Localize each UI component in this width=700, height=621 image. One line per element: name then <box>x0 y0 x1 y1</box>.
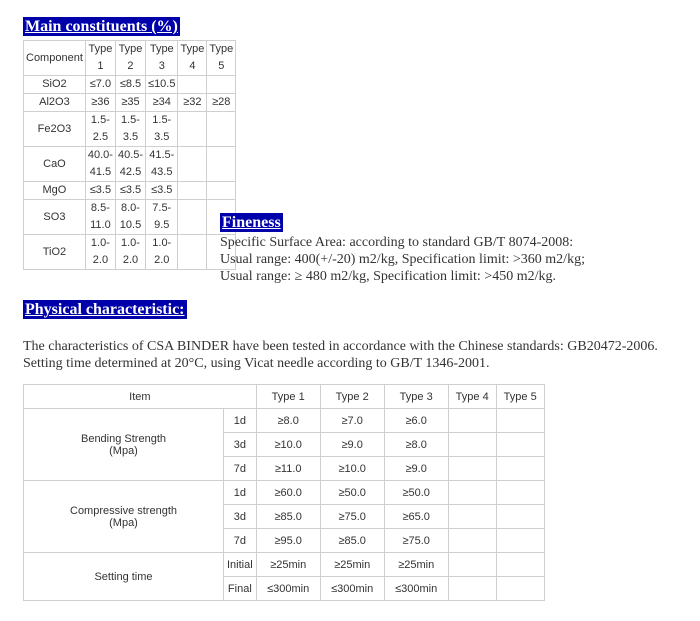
value-cell: ≥10.0 <box>256 433 320 457</box>
value-cell <box>85 94 115 112</box>
value-cell-text: 42.5 <box>119 166 142 178</box>
value-cell <box>85 182 115 200</box>
value-cell: ≥8.0 <box>256 409 320 433</box>
value-cell-text: ≥35 <box>121 96 140 108</box>
value-cell-text: 1.5- <box>152 114 172 126</box>
value-cell <box>115 182 145 200</box>
type-header <box>85 41 115 76</box>
item-label <box>24 553 224 601</box>
description-line: Setting time determined at 20°C, using Vicat needle according to GB/T 1346-2001. <box>23 356 490 371</box>
value-cell <box>207 182 236 200</box>
value-cell <box>448 457 496 481</box>
value-cell <box>496 505 544 529</box>
type-header: Type 5 <box>496 385 544 409</box>
type-header-text: 5 <box>218 60 225 72</box>
value-cell <box>448 481 496 505</box>
value-cell <box>178 147 207 182</box>
age-cell: 7d <box>224 457 257 481</box>
value-cell-text: 1.0- <box>152 237 172 249</box>
value-cell <box>496 409 544 433</box>
value-cell <box>85 112 115 147</box>
value-cell <box>115 147 145 182</box>
value-cell-text: 41.5- <box>149 149 175 161</box>
table-row <box>24 235 236 270</box>
fineness-heading: Fineness <box>222 214 281 231</box>
value-cell <box>207 112 236 147</box>
age-cell: 1d <box>224 409 257 433</box>
value-cell <box>496 529 544 553</box>
value-cell <box>448 433 496 457</box>
type-header-text: Type <box>149 43 174 55</box>
value-cell <box>448 409 496 433</box>
item-header: Item <box>24 385 257 409</box>
value-cell-text: 1.0- <box>121 237 140 249</box>
value-cell <box>146 200 178 235</box>
value-cell-text: 2.0 <box>92 254 109 266</box>
value-cell <box>496 553 544 577</box>
fineness-line: Specific Surface Area: according to standard GB/T 8074-2008: <box>220 235 574 250</box>
item-label-text: Setting time <box>94 570 153 583</box>
value-cell-text: ≤10.5 <box>148 78 176 90</box>
component-name: Fe2O3 <box>24 112 86 147</box>
type-header <box>115 41 145 76</box>
value-cell <box>146 112 178 147</box>
fineness-line: Usual range: 400(+/-20) m2/kg, Specification limit: >360 m2/kg; <box>220 252 585 267</box>
type-header <box>146 41 178 76</box>
value-cell: ≤300min <box>384 577 448 601</box>
value-cell-text: ≥28 <box>212 96 231 108</box>
type-header: Type 4 <box>448 385 496 409</box>
value-cell-text: 9.5 <box>154 219 170 231</box>
item-label-text: (Mpa) <box>109 516 138 529</box>
type-header-text: Type <box>88 43 113 55</box>
value-cell: ≥60.0 <box>256 481 320 505</box>
age-cell: 3d <box>224 433 257 457</box>
value-cell-text: 8.0- <box>121 202 140 214</box>
type-header-text: 2 <box>127 60 134 72</box>
header-row <box>24 41 236 76</box>
value-cell <box>115 76 145 94</box>
value-cell <box>85 147 115 182</box>
component-name: SO3 <box>24 200 86 235</box>
item-label <box>24 481 224 553</box>
table-row <box>24 481 545 505</box>
main-constituents-table <box>23 40 236 270</box>
value-cell: ≥8.0 <box>384 433 448 457</box>
item-label-text: (Mpa) <box>109 444 138 457</box>
value-cell <box>178 76 207 94</box>
table-row <box>24 76 236 94</box>
value-cell <box>115 235 145 270</box>
value-cell <box>496 577 544 601</box>
value-cell-text: 10.5 <box>119 219 142 231</box>
value-cell <box>496 481 544 505</box>
table-row <box>24 553 545 577</box>
value-cell-text: 3.5 <box>154 131 170 143</box>
value-cell: ≥10.0 <box>320 457 384 481</box>
value-cell <box>178 235 207 270</box>
value-cell-text: 1.5- <box>90 114 110 126</box>
value-cell <box>115 200 145 235</box>
value-cell-text: 2.0 <box>154 254 170 266</box>
value-cell-text: 1.0- <box>90 237 110 249</box>
value-cell-text: ≤3.5 <box>119 184 142 196</box>
value-cell <box>178 112 207 147</box>
value-cell-text: 40.0- <box>87 149 113 161</box>
type-header-text: 4 <box>189 60 196 72</box>
value-cell: ≥9.0 <box>320 433 384 457</box>
age-cell: Initial <box>224 553 257 577</box>
type-header <box>207 41 236 76</box>
value-cell: ≥75.0 <box>384 529 448 553</box>
age-cell: Final <box>224 577 257 601</box>
value-cell: ≥9.0 <box>384 457 448 481</box>
value-cell-text: ≤3.5 <box>89 184 112 196</box>
value-cell-text: 3.5 <box>122 131 139 143</box>
value-cell <box>146 182 178 200</box>
value-cell-text: 40.5- <box>117 149 144 161</box>
value-cell: ≥6.0 <box>384 409 448 433</box>
value-cell: ≤300min <box>256 577 320 601</box>
value-cell: ≥85.0 <box>256 505 320 529</box>
value-cell-text: ≤8.5 <box>119 78 142 90</box>
type-header-text: Type <box>118 43 143 55</box>
value-cell <box>146 235 178 270</box>
table-row <box>24 94 236 112</box>
value-cell: ≥85.0 <box>320 529 384 553</box>
value-cell-text: 8.5- <box>90 202 110 214</box>
item-label-text: Compressive strength <box>70 504 177 517</box>
value-cell-text: ≤7.0 <box>89 78 112 90</box>
component-name: Al2O3 <box>24 94 86 112</box>
value-cell: ≥25min <box>256 553 320 577</box>
component-name: CaO <box>24 147 86 182</box>
value-cell-text: 1.5- <box>121 114 140 126</box>
value-cell-text: ≤3.5 <box>151 184 173 196</box>
value-cell-text: 2.0 <box>122 254 139 266</box>
item-label <box>24 409 224 481</box>
age-cell: 1d <box>224 481 257 505</box>
value-cell <box>496 433 544 457</box>
value-cell-text: 7.5- <box>152 202 172 214</box>
value-cell <box>207 76 236 94</box>
value-cell: ≥75.0 <box>320 505 384 529</box>
item-label-text: Bending Strength <box>80 432 166 445</box>
age-cell: 7d <box>224 529 257 553</box>
type-header: Type 2 <box>320 385 384 409</box>
value-cell: ≥50.0 <box>320 481 384 505</box>
component-header: Component <box>24 41 86 76</box>
table-row <box>24 147 236 182</box>
type-header-text: 3 <box>158 60 165 72</box>
value-cell-text: 11.0 <box>90 219 111 231</box>
value-cell: ≥50.0 <box>384 481 448 505</box>
value-cell-text: 2.5 <box>92 131 109 143</box>
value-cell <box>448 529 496 553</box>
table-row <box>24 112 236 147</box>
value-cell-text: ≥32 <box>183 96 202 108</box>
type-header: Type 3 <box>384 385 448 409</box>
value-cell <box>146 94 178 112</box>
value-cell <box>115 94 145 112</box>
value-cell-text: ≥36 <box>91 96 110 108</box>
value-cell: ≥7.0 <box>320 409 384 433</box>
value-cell <box>178 200 207 235</box>
value-cell <box>85 200 115 235</box>
value-cell <box>448 505 496 529</box>
description-line: The characteristics of CSA BINDER have been tested in accordance with the Chinese standards: GB20472-2006. <box>23 339 658 354</box>
component-name: TiO2 <box>24 235 86 270</box>
table-row <box>24 182 236 200</box>
component-name: SiO2 <box>24 76 86 94</box>
value-cell <box>146 76 178 94</box>
type-header <box>178 41 207 76</box>
fineness-line: Usual range: ≥ 480 m2/kg, Specification limit: >450 m2/kg. <box>220 269 556 284</box>
type-header-text: Type <box>209 43 234 55</box>
physical-characteristic-heading: Physical characteristic: <box>25 301 185 318</box>
value-cell: ≥25min <box>384 553 448 577</box>
value-cell: ≥11.0 <box>256 457 320 481</box>
value-cell <box>85 235 115 270</box>
value-cell <box>178 182 207 200</box>
main-constituents-heading: Main constituents (%) <box>25 18 178 35</box>
value-cell-text: 43.5 <box>151 166 173 178</box>
value-cell <box>178 94 207 112</box>
type-header-text: Type <box>180 43 205 55</box>
type-header-text: 1 <box>97 60 104 72</box>
table-row <box>24 200 236 235</box>
type-header: Type 1 <box>256 385 320 409</box>
value-cell <box>207 94 236 112</box>
value-cell <box>448 577 496 601</box>
physical-characteristic-table <box>23 384 545 601</box>
age-cell: 3d <box>224 505 257 529</box>
value-cell <box>115 112 145 147</box>
value-cell: ≥95.0 <box>256 529 320 553</box>
value-cell <box>448 553 496 577</box>
value-cell: ≤300min <box>320 577 384 601</box>
value-cell <box>207 147 236 182</box>
value-cell <box>85 76 115 94</box>
component-name: MgO <box>24 182 86 200</box>
table-row <box>24 409 545 433</box>
value-cell-text: ≥34 <box>152 96 171 108</box>
value-cell: ≥65.0 <box>384 505 448 529</box>
value-cell <box>496 457 544 481</box>
value-cell: ≥25min <box>320 553 384 577</box>
value-cell <box>146 147 178 182</box>
value-cell-text: 41.5 <box>89 166 112 178</box>
header-row <box>24 385 545 409</box>
